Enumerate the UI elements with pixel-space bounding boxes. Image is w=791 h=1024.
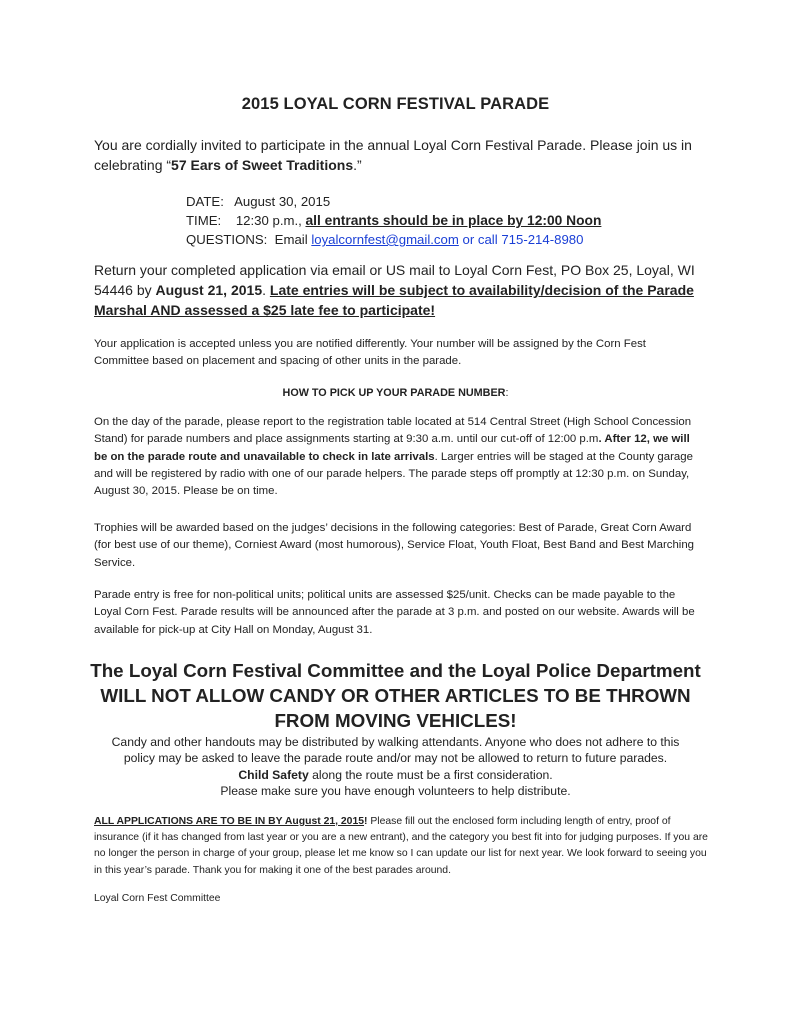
page-title: 2015 LOYAL CORN FESTIVAL PARADE xyxy=(241,95,550,113)
time-label: TIME: xyxy=(186,213,222,228)
howto-heading-text: HOW TO PICK UP YOUR PARADE NUMBER xyxy=(282,387,506,399)
date-row xyxy=(186,192,601,211)
time-note: all entrants should be in place by 12:00 Noon xyxy=(305,213,602,228)
email-link[interactable]: loyalcornfest@gmail.com xyxy=(311,232,459,247)
applications-text: Please fill out the enclosed form including length of entry, proof of insurance (if it has changed from last year or you are a new entrant), and the category you best fit into for judging purposes. If you are no longer the person in charge of your group, please let me know so I can update our list for next year. We look forward to seeing you in this year’s parade. Thank you for making it one of the best parades around. xyxy=(94,816,708,876)
parade-theme: 57 Ears of Sweet Traditions xyxy=(171,157,354,173)
candy-warning-banner xyxy=(0,658,791,733)
questions-prefix: Email xyxy=(274,232,312,247)
howto-heading xyxy=(0,387,791,399)
banner-line-3: FROM MOVING VEHICLES! xyxy=(274,710,517,731)
handouts-line-4: Please make sure you have enough volunteers to help distribute. xyxy=(220,784,571,799)
date-label: DATE: xyxy=(186,194,224,209)
handouts-line-3 xyxy=(0,767,791,783)
time-row xyxy=(186,211,601,230)
late-entry-notice: Late entries will be subject to availability/decision of the Parade Marshal AND assessed a $25 late fee to participate! xyxy=(94,282,694,318)
return-deadline: August 21, 2015 xyxy=(155,282,263,298)
signature: Loyal Corn Fest Committee xyxy=(94,893,221,904)
applications-bang: ! xyxy=(364,816,368,827)
questions-row xyxy=(186,230,601,249)
applications-paragraph xyxy=(94,814,714,879)
applications-deadline: ALL APPLICATIONS ARE TO BE IN BY August 21, 2015 xyxy=(94,816,365,827)
entry-fee-paragraph: Parade entry is free for non-political units; political units are assessed $25/unit. Checks can be made payable to the Loyal Corn Fest. Parade results will be announced after the parade at 3 p.m. and posted on our website. Awards will be available for pick-up at City Hall on Monday, August 31. xyxy=(94,589,695,636)
date-value: August 30, 2015 xyxy=(234,194,331,209)
invitation-text: You are cordially invited to participate in the annual Loyal Corn Festival Parade. Please join us in celebrating “ xyxy=(94,137,692,173)
event-details xyxy=(186,192,601,249)
pickup-rest: . Larger entries will be staged at the County garage and will be registered by radio with one of our parade helpers. The parade steps off promptly at 12:30 p.m. on Sunday, August 30, 2015. Please be on time. xyxy=(94,450,693,498)
handouts-policy xyxy=(0,734,791,800)
return-text: Return your completed application via email or US mail to Loyal Corn Fest, PO Box 25, Loyal, WI 54446 by xyxy=(94,262,695,298)
child-safety-text: along the route must be a first consideration. xyxy=(308,767,553,782)
acceptance-paragraph: Your application is accepted unless you are notified differently. Your number will be assigned by the Corn Fest Committee based on placement and spacing of other units in the parade. xyxy=(94,338,646,368)
questions-label: QUESTIONS: xyxy=(186,232,268,247)
return-separator: . xyxy=(262,282,270,298)
banner-line-2: WILL NOT ALLOW CANDY OR OTHER ARTICLES TO BE THROWN xyxy=(100,685,691,706)
child-safety-label: Child Safety xyxy=(238,767,309,782)
trophies-paragraph: Trophies will be awarded based on the judges’ decisions in the following categories: Best of Parade, Great Corn Award (for best use of our theme), Corniest Award (most humorous), Service Float, Youth Float, Best Band and Best Marching Service. xyxy=(94,522,694,569)
pickup-text: On the day of the parade, please report to the registration table located at 514 Central Street (High School Concession Stand) for parade numbers and place assignments starting at 9:30 a.m. until our cut-off of 12:00 p.m xyxy=(94,416,692,446)
handouts-line-1: Candy and other handouts may be distributed by walking attendants. Anyone who does not adhere to this xyxy=(111,735,680,749)
time-value: 12:30 p.m., xyxy=(235,213,306,228)
howto-colon: : xyxy=(505,387,509,399)
phone-text: or call 715-214-8980 xyxy=(458,232,584,247)
invitation-paragraph xyxy=(94,135,704,175)
pickup-paragraph xyxy=(94,414,699,500)
banner-line-1: The Loyal Corn Festival Committee and the Loyal Police Department xyxy=(90,660,701,681)
handouts-line-2: policy may be asked to leave the parade route and/or may not be allowed to return to future parades. xyxy=(123,751,668,766)
pickup-cutoff-notice: . After 12, we will be on the parade route and unavailable to check in late arrivals xyxy=(94,433,690,463)
return-instructions xyxy=(94,260,704,320)
invitation-end: .” xyxy=(353,157,362,173)
